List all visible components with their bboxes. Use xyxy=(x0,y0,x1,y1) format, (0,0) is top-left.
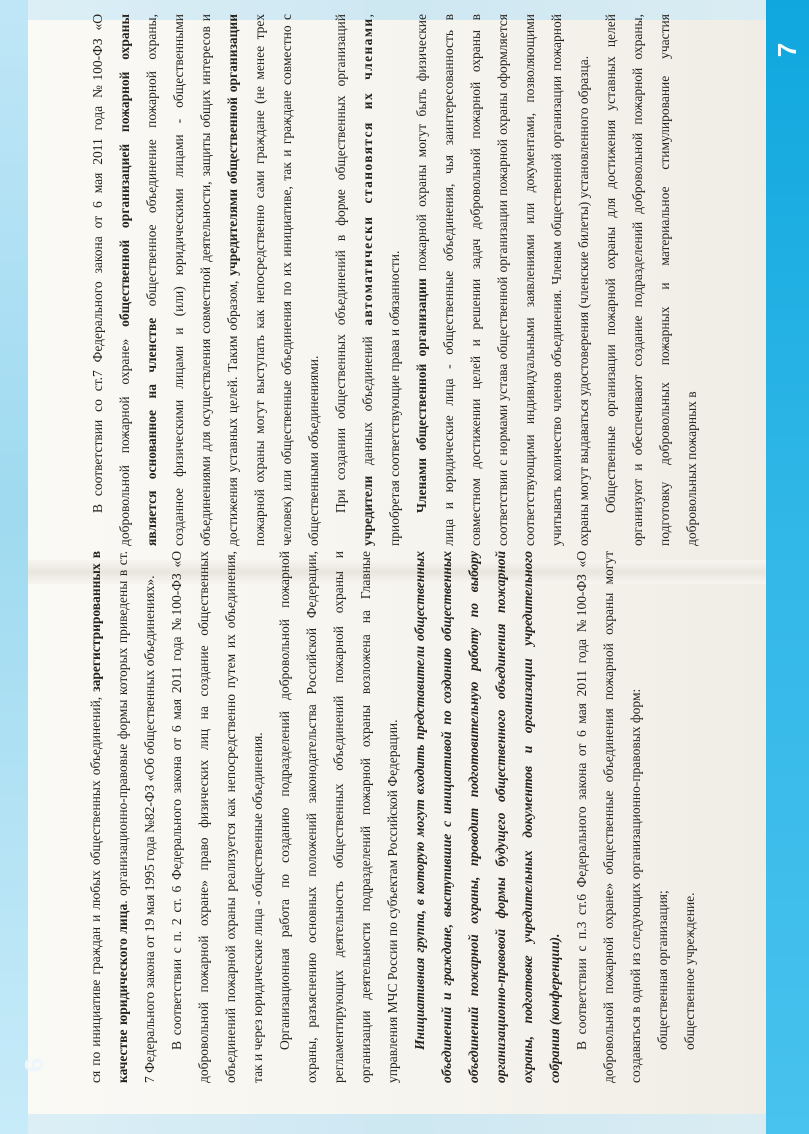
paragraph xyxy=(406,551,568,1083)
page-6-text xyxy=(82,551,790,1083)
page-7-text xyxy=(84,14,792,546)
list-item: общественная организация; xyxy=(655,890,670,1050)
bold-text-run: общественной организацией пожарной охраны является основанное на членстве xyxy=(117,14,159,546)
paragraph xyxy=(408,14,597,546)
paragraph: В соответствии с п. 2 ст. 6 Федерального закона от 6 мая 2011 года №100-ФЗ «О добровольной пожарной охране» право физических лиц на создание общественных объединений пожарной охраны реализуется как непосредственно путем их объединения, так и через юридические лица - общественные объединения. xyxy=(169,551,265,1083)
page-number-right: 7 xyxy=(772,42,802,58)
bold-text-run: Членами общественной организации xyxy=(414,278,429,513)
text-run: ся по инициативе граждан и любых общественных объединений, xyxy=(88,691,103,1083)
bold-text-run: автоматически становятся их членами xyxy=(360,17,375,326)
left-blue-margin xyxy=(0,0,28,1134)
bold-text-run: зарегистрированных в качестве юридического лица xyxy=(88,551,130,1083)
text-run: При создании общественных объединений в форме общественных организаций xyxy=(333,14,348,513)
text-run: данных объединений xyxy=(360,325,375,476)
text-run: В соответствии со ст.7 Федерального закона от 6 мая 2011 года №100-ФЗ «О добровольной пожарной охране» xyxy=(90,14,132,546)
paragraph: В соответствии с п.3 ст.6 Федерального закона от 6 мая 2011 года №100-ФЗ «О добровольной пожарной охране» общественные объединения пожарной охраны могут создаваться в одной из следующих организационно-правовых форм: xyxy=(574,551,643,1083)
paragraph xyxy=(84,14,327,546)
paragraph xyxy=(327,14,408,546)
text-run: , приобретая соответствующие права и обязанности. xyxy=(360,14,402,546)
paragraph: Общественные организации пожарной охраны для достижения уставных целей организуют и обеспечивают создание подразделений добровольной пожарной охраны, подготовку добровольных пожарных и материальное стимулирование участия добровольных пожарных в xyxy=(603,14,699,546)
page-number-left: 6 xyxy=(19,1057,49,1073)
bold-text-run: учредителями общественной организации xyxy=(225,14,240,276)
paragraph xyxy=(82,551,163,1083)
bold-text-run: учредители xyxy=(360,475,375,546)
text-run: пожарной охраны могут быть физические лица и юридические лица - общественные объединения, чья заинтересованность в совместном достижении целей и решении задач добровольной пожарной охраны в соответствии с нормами устава общественной организации пожарной охраны оформляется соответствующими индивидуальными заявлениями или документами, позволяющими учитывать количество членов объединения. Членам общественной организации пожарной охраны могут выдаваться удостоверения (членские билеты) установленного образца. xyxy=(414,14,591,546)
bottom-blue-band xyxy=(28,1114,766,1134)
text-run: . организационно-правовые формы которых приведены в ст. 7 Федерального закона от 19 мая 1995 года №82-ФЗ «Об общественных объединениях». xyxy=(115,551,157,1083)
list-item: общественное учреждение. xyxy=(682,892,697,1050)
text-run: общественное объединение пожарной охраны, созданное физическими лицами и (или) юридическими лицами - общественными объединениями для осуществления совместной деятельности, защиты общих интересов и достижения уставных целей. Таким образом, xyxy=(144,14,240,546)
paragraph: Организационная работа по созданию подразделений добровольной пожарной охраны, разъяснению основных положений законодательства Российской Федерации, регламентирующих деятельность общественных объединений пожарной охраны и организации деятельности подразделений пожарной охраны возложена на Главные управления МЧС России по субъектам Российской Федерации. xyxy=(277,551,400,1083)
bold-italic-text-run: Инициативная группа, в которую могут входить представители общественных объединений и граждане, выступившие с инициативой по созданию общественных объединений пожарной охраны, проводит подготовительную работу по выбору организационно-правовой формы будущего общественного объединения пожарной охраны, подготовке учредительных документов и организации учредительного собрания (конференции). xyxy=(412,551,562,1083)
text-run: пожарной охраны могут выступать как непосредственно сами граждане (не менее трех человек) или общественные объединения по их инициативе, так и граждане совместно с общественными объединениями. xyxy=(252,14,321,546)
